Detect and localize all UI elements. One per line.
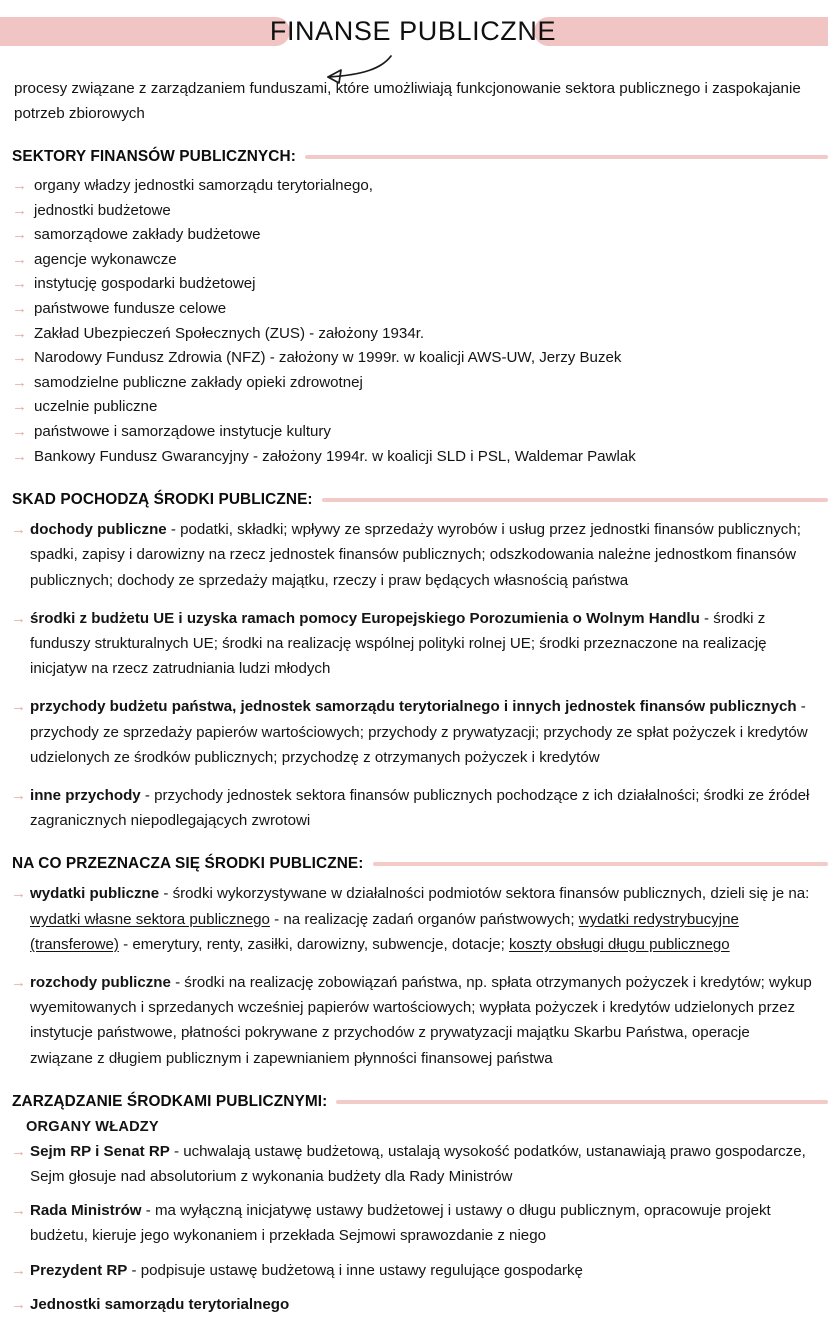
banner-bar-left [0,17,290,46]
term-body: - środki z funduszy strukturalnych UE; środki na realizację wspólnej polityki rolnej UE; środki przeznaczone na realizację inicjatyw na rzecz zatrudniania ludzi młodych [30,609,767,678]
term-label: Jednostki samorządu terytorialnego [30,1295,290,1313]
list-item [12,174,814,199]
term-label: rozchody publiczne [30,973,171,991]
list-item [12,248,814,273]
banner-bar-right [534,17,828,46]
term-body: - przychody ze sprzedaży papierów wartościowych; przychody z prywatyzacji; przychody ze spłat pożyczek i kredytów udzielonych ze środków publicznych; przychodzę z otrzymanych pożyczek i kredytów [30,698,808,766]
list-item-label: instytucję gospodarki budżetowej [34,275,256,293]
arrow-bullet-icon: → [12,299,27,317]
term-label: środki z budżetu UE i uzyska ramach pomocy Europejskiego Porozumienia o Wolnym Handlu [30,609,700,627]
arrow-bullet-icon: → [12,398,27,416]
term-body: - podatki, składki; wpływy ze sprzedaży wyrobów i usług przez jednostki finansów publicznych; spadki, zapisy i darowizny na rzecz jednostek finansów publicznych; odszkodowania należne jednostkom finansów publicznych; dochody ze sprzedaży majątku, rzeczy i praw będących własnością państwa [30,521,801,589]
list-item [12,199,814,224]
note-page [0,8,828,1313]
section-header-sources [12,491,814,509]
list-item [12,445,814,470]
section-rule [322,498,828,502]
subheading-organy-wladzy: ORGANY WŁADZY [26,1118,159,1135]
arrow-bullet-icon: → [12,177,27,194]
section-title-spending: NA CO PRZEZNACZA SIĘ ŚRODKI PUBLICZNE: [12,855,364,873]
term-label: Prezydent RP [30,1261,128,1279]
arrow-bullet-icon: → [11,698,26,716]
list-item-label: uczelnie publiczne [34,398,158,416]
list-item-label: Zakład Ubezpieczeń Społecznych (ZUS) - założony 1934r. [34,324,425,342]
term-label: wydatki publiczne [30,885,160,903]
arrow-bullet-icon: → [12,226,27,244]
term-body: - podpisuje ustawę budżetową i inne ustawy regulujące gospodarkę [127,1261,583,1279]
list-item [12,322,814,347]
list-item-label: jednostki budżetowe [34,201,171,219]
underlined-wydatki-redystrybucyjne: wydatki redystrybucyjne (transferowe) [30,910,739,953]
term-label: Sejm RP i Senat RP [30,1142,170,1160]
definition-przychody-budzetu [12,694,814,770]
arrow-bullet-icon: → [12,201,27,219]
definition-srodki-ue [12,606,814,682]
definition-paragraph: procesy związane z zarządzaniem funduszami, które umożliwiają funkcjonowanie sektora publicznego i zaspokajanie potrzeb zbiorowych [14,80,801,122]
list-item-label: samorządowe zakłady budżetowe [34,226,261,244]
term-body: - środki na realizację zobowiązań państwa, np. spłata otrzymanych pożyczek i kredytów; wykup wyemitowanych i sprzedanych wcześniej papierów wartościowych; wypłata pożyczek i kredytów udzielonych przez instytucje państwowe, płatności pokrywane z przychodów z prywatyzacji majątku Skarbu Państwa, operacje związane z długiem publicznym i zapewnianiem płynności finansowej państwa [30,973,812,1067]
list-item-label: państwowe fundusze celowe [34,299,227,317]
arrow-bullet-icon: → [11,521,26,539]
organ-prezydent-rp [12,1258,814,1283]
section-header-management [12,1093,814,1111]
term-label: Rada Ministrów [30,1202,142,1220]
list-item-label: Narodowy Fundusz Zdrowia (NFZ) - założony w 1999r. w koalicji AWS-UW, Jerzy Buzek [34,349,622,367]
list-item-label: samodzielne publiczne zakłady opieki zdrowotnej [34,373,363,391]
list-item [12,395,814,420]
term-label: dochody publiczne [30,521,167,539]
arrow-bullet-icon: → [12,422,27,440]
section-header-spending [12,855,814,873]
arrow-bullet-icon: → [11,1202,26,1220]
arrow-bullet-icon: → [12,324,27,342]
term-body-part1: - środki wykorzystywane w działalności podmiotów sektora finansów publicznych, dzieli się je na: [159,885,810,903]
arrow-bullet-icon: → [11,1261,26,1279]
definition-rozchody-publiczne [12,970,814,1071]
list-item [12,272,814,297]
arrow-bullet-icon: → [11,1142,26,1160]
list-item [12,297,814,322]
definition-inne-przychody [12,783,814,833]
list-item [12,223,814,248]
term-body-part2: - na realizację zadań organów państwowych; [269,910,579,928]
arrow-bullet-icon: → [12,373,27,391]
arrow-bullet-icon: → [12,275,27,293]
organ-sejm-senat [12,1139,814,1189]
arrow-bullet-icon: → [12,250,27,268]
arrow-bullet-icon: → [11,609,26,627]
arrow-bullet-icon: → [11,1295,26,1313]
arrow-bullet-icon: → [11,973,26,991]
section-rule [305,155,828,159]
organ-jednostki-samorzadu [12,1292,814,1317]
list-item-label: agencje wykonawcze [34,250,177,268]
section-title-management: ZARZĄDZANIE ŚRODKAMI PUBLICZNYMI: [12,1092,328,1110]
definition-dochody-publiczne [12,517,814,593]
term-body: - przychody jednostek sektora finansów publicznych pochodzące z ich działalności; środki ze źródeł zagranicznych niepodlegających zwrotowi [30,786,810,830]
section-rule [373,862,828,866]
section-header-sectors [12,148,814,166]
list-item [12,346,814,371]
term-label: przychody budżetu państwa, jednostek samorządu terytorialnego i innych jednostek finansów publicznych [30,698,797,716]
term-body: - uchwalają ustawę budżetową, ustalają wysokość podatków, ustanawiają prawo gospodarcze, Sejm głosuje nad absolutorium z wykonania budżety dla Rady Ministrów [30,1142,806,1185]
list-item [12,420,814,445]
arrow-bullet-icon: → [11,786,26,804]
list-item-label: Bankowy Fundusz Gwarancyjny - założony 1994r. w koalicji SLD i PSL, Waldemar Pawlak [34,447,636,465]
arrow-bullet-icon: → [12,447,27,465]
term-body-part3: - emerytury, renty, zasiłki, darowizny, subwencje, dotacje; [118,935,509,953]
term-body: - ma wyłączną inicjatywę ustawy budżetowej i ustawy o długu publicznym, opracowuje projekt budżetu, kieruje jego wykonaniem i przekłada Sejmowi sprawozdanie z niego [30,1202,771,1245]
list-item-label: państwowe i samorządowe instytucje kultury [34,422,331,440]
page-title: FINANSE PUBLICZNE [269,15,557,46]
section-title-sources: SKAD POCHODZĄ ŚRODKI PUBLICZNE: [12,491,313,509]
arrow-bullet-icon: → [11,885,26,903]
organ-rada-ministrow [12,1198,814,1248]
title-banner [12,8,814,54]
definition-wydatki-publiczne [12,881,814,957]
arrow-bullet-icon: → [12,349,27,367]
section-rule [336,1100,828,1104]
underlined-koszty-obslugi: koszty obsługi długu publicznego [509,935,730,953]
term-label: inne przychody [30,786,141,804]
list-item-label: organy władzy jednostki samorządu terytorialnego, [34,177,373,194]
sectors-list [12,174,814,469]
list-item [12,371,814,396]
section-title-sectors: SEKTORY FINANSÓW PUBLICZNYCH: [12,148,296,165]
underlined-wydatki-wlasne: wydatki własne sektora publicznego [30,910,270,928]
